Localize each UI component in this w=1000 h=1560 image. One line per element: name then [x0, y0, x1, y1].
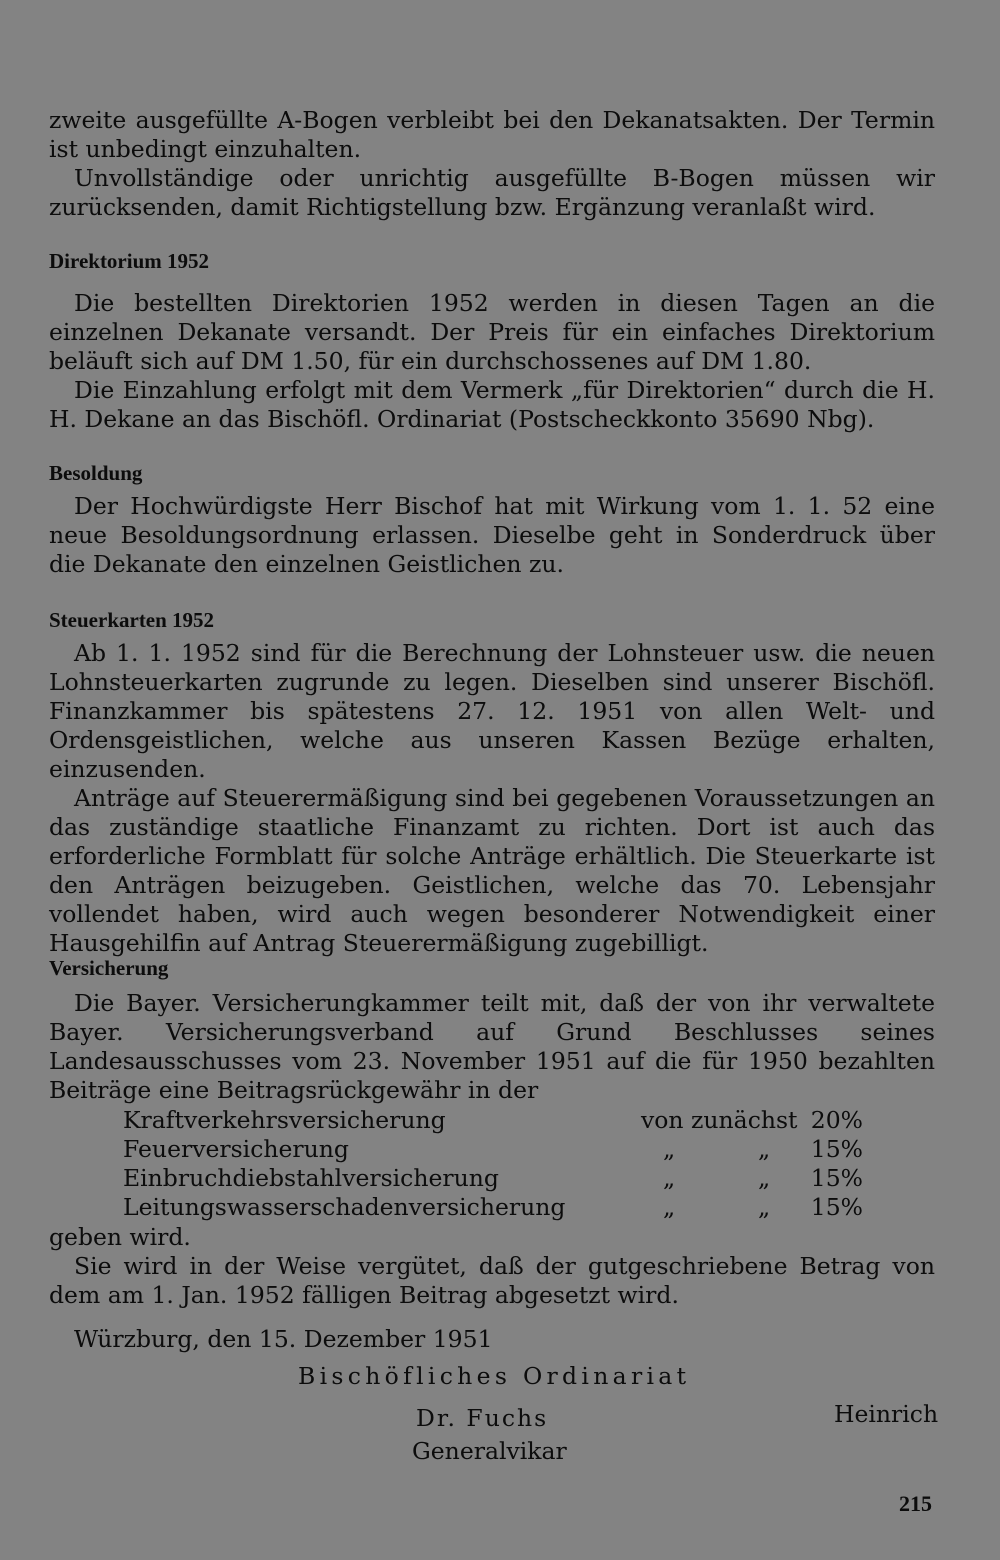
versicherung-closing	[49, 1223, 935, 1310]
rate-percent: 15%	[810, 1164, 863, 1192]
ditto-mark: „	[663, 1164, 676, 1192]
signatory-title: Generalvikar	[412, 1437, 567, 1465]
ditto-mark: „	[758, 1164, 771, 1192]
place-date: Würzburg, den 15. Dezember 1951	[74, 1325, 493, 1353]
besoldung-section	[49, 460, 935, 579]
signatory-short: Heinrich	[834, 1400, 939, 1428]
intro-section	[49, 106, 935, 222]
table-row	[123, 1135, 863, 1164]
table-row	[123, 1193, 863, 1222]
page-number: 215	[899, 1491, 932, 1516]
rate-percent: 15%	[810, 1193, 863, 1221]
section-heading: Besoldung	[49, 461, 143, 485]
body-paragraph: Die Bayer. Versicherungkammer teilt mit, daß der von ihr verwaltete Bayer. Versicherungsverband auf Grund Beschlusses seines Landesausschusses vom 23. November 1951 auf die für 1950 bezahlten Beiträge eine Beitragsrückgewähr in der	[49, 989, 935, 1104]
body-paragraph: Anträge auf Steuerermäßigung sind bei gegebenen Voraussetzungen an das zuständige staatliche Finanzamt zu richten. Dort ist auch das erforderliche Formblatt für solche Anträge erhältlich. Die Steuerkarte ist den Anträgen beizugeben. Geistlichen, welche das 70. Lebensjahr vollendet haben, wird auch wegen besonderer Notwendigkeit einer Hausgehilfin auf Antrag Steuerermäßigung zugebilligt.	[49, 784, 935, 957]
insurance-type: Leitungswasserschadenversicherung	[123, 1193, 566, 1221]
steuerkarten-section	[49, 607, 935, 958]
section-heading: Direktorium 1952	[49, 249, 210, 273]
body-paragraph: Die bestellten Direktorien 1952 werden in diesen Tagen an die einzelnen Dekanate versandt. Der Preis für ein einfaches Direktorium beläuft sich auf DM 1.50, für ein durchschossenes auf DM 1.80.	[49, 289, 935, 375]
insurance-type: Kraftverkehrsversicherung	[123, 1106, 446, 1134]
rate-percent: 15%	[810, 1135, 863, 1163]
intro-paragraph: Unvollständige oder unrichtig ausgefüllte B-Bogen müssen wir zurücksenden, damit Richtigstellung bzw. Ergänzung veranlaßt wird.	[49, 164, 935, 221]
body-paragraph: Ab 1. 1. 1952 sind für die Berechnung der Lohnsteuer usw. die neuen Lohnsteuerkarten zugrunde zu legen. Dieselben sind unserer Bischöfl. Finanzkammer bis spätestens 27. 12. 1951 von allen Welt- und Ordensgeistlichen, welche aus unseren Kassen Bezüge erhalten, einzusenden.	[49, 639, 935, 783]
insurance-type: Einbruchdiebstahlversicherung	[123, 1164, 499, 1192]
ditto-mark: „	[758, 1193, 771, 1221]
body-paragraph: Die Einzahlung erfolgt mit dem Vermerk „für Direktorien“ durch die H. H. Dekane an das Bischöfl. Ordinariat (Postscheckkonto 35690 Nbg).	[49, 376, 935, 433]
rate-percent: 20%	[810, 1106, 863, 1134]
direktorium-section	[49, 248, 935, 434]
body-paragraph: Sie wird in der Weise vergütet, daß der gutgeschriebene Betrag von dem am 1. Jan. 1952 fälligen Beitrag abgesetzt wird.	[49, 1252, 935, 1309]
issuing-office: Bischöfliches Ordinariat	[298, 1362, 691, 1390]
insurance-type: Feuerversicherung	[123, 1135, 349, 1163]
body-paragraph: geben wird.	[49, 1223, 191, 1251]
table-row	[123, 1164, 863, 1193]
section-heading: Versicherung	[49, 956, 169, 980]
section-heading: Steuerkarten 1952	[49, 608, 215, 632]
signatory-name: Dr. Fuchs	[416, 1404, 549, 1432]
ditto-mark: „	[758, 1135, 771, 1163]
ditto-mark: „	[663, 1135, 676, 1163]
versicherung-section	[49, 955, 935, 1105]
table-row	[123, 1106, 863, 1135]
ditto-mark: „	[663, 1193, 676, 1221]
intro-paragraph: zweite ausgefüllte A-Bogen verbleibt bei den Dekanatsakten. Der Termin ist unbedingt einzuhalten.	[49, 106, 935, 163]
body-paragraph: Der Hochwürdigste Herr Bischof hat mit Wirkung vom 1. 1. 52 eine neue Besoldungsordnung erlassen. Dieselbe geht in Sonderdruck über die Dekanate den einzelnen Geistlichen zu.	[49, 492, 935, 578]
rate-qualifier: von zunächst	[641, 1106, 798, 1134]
